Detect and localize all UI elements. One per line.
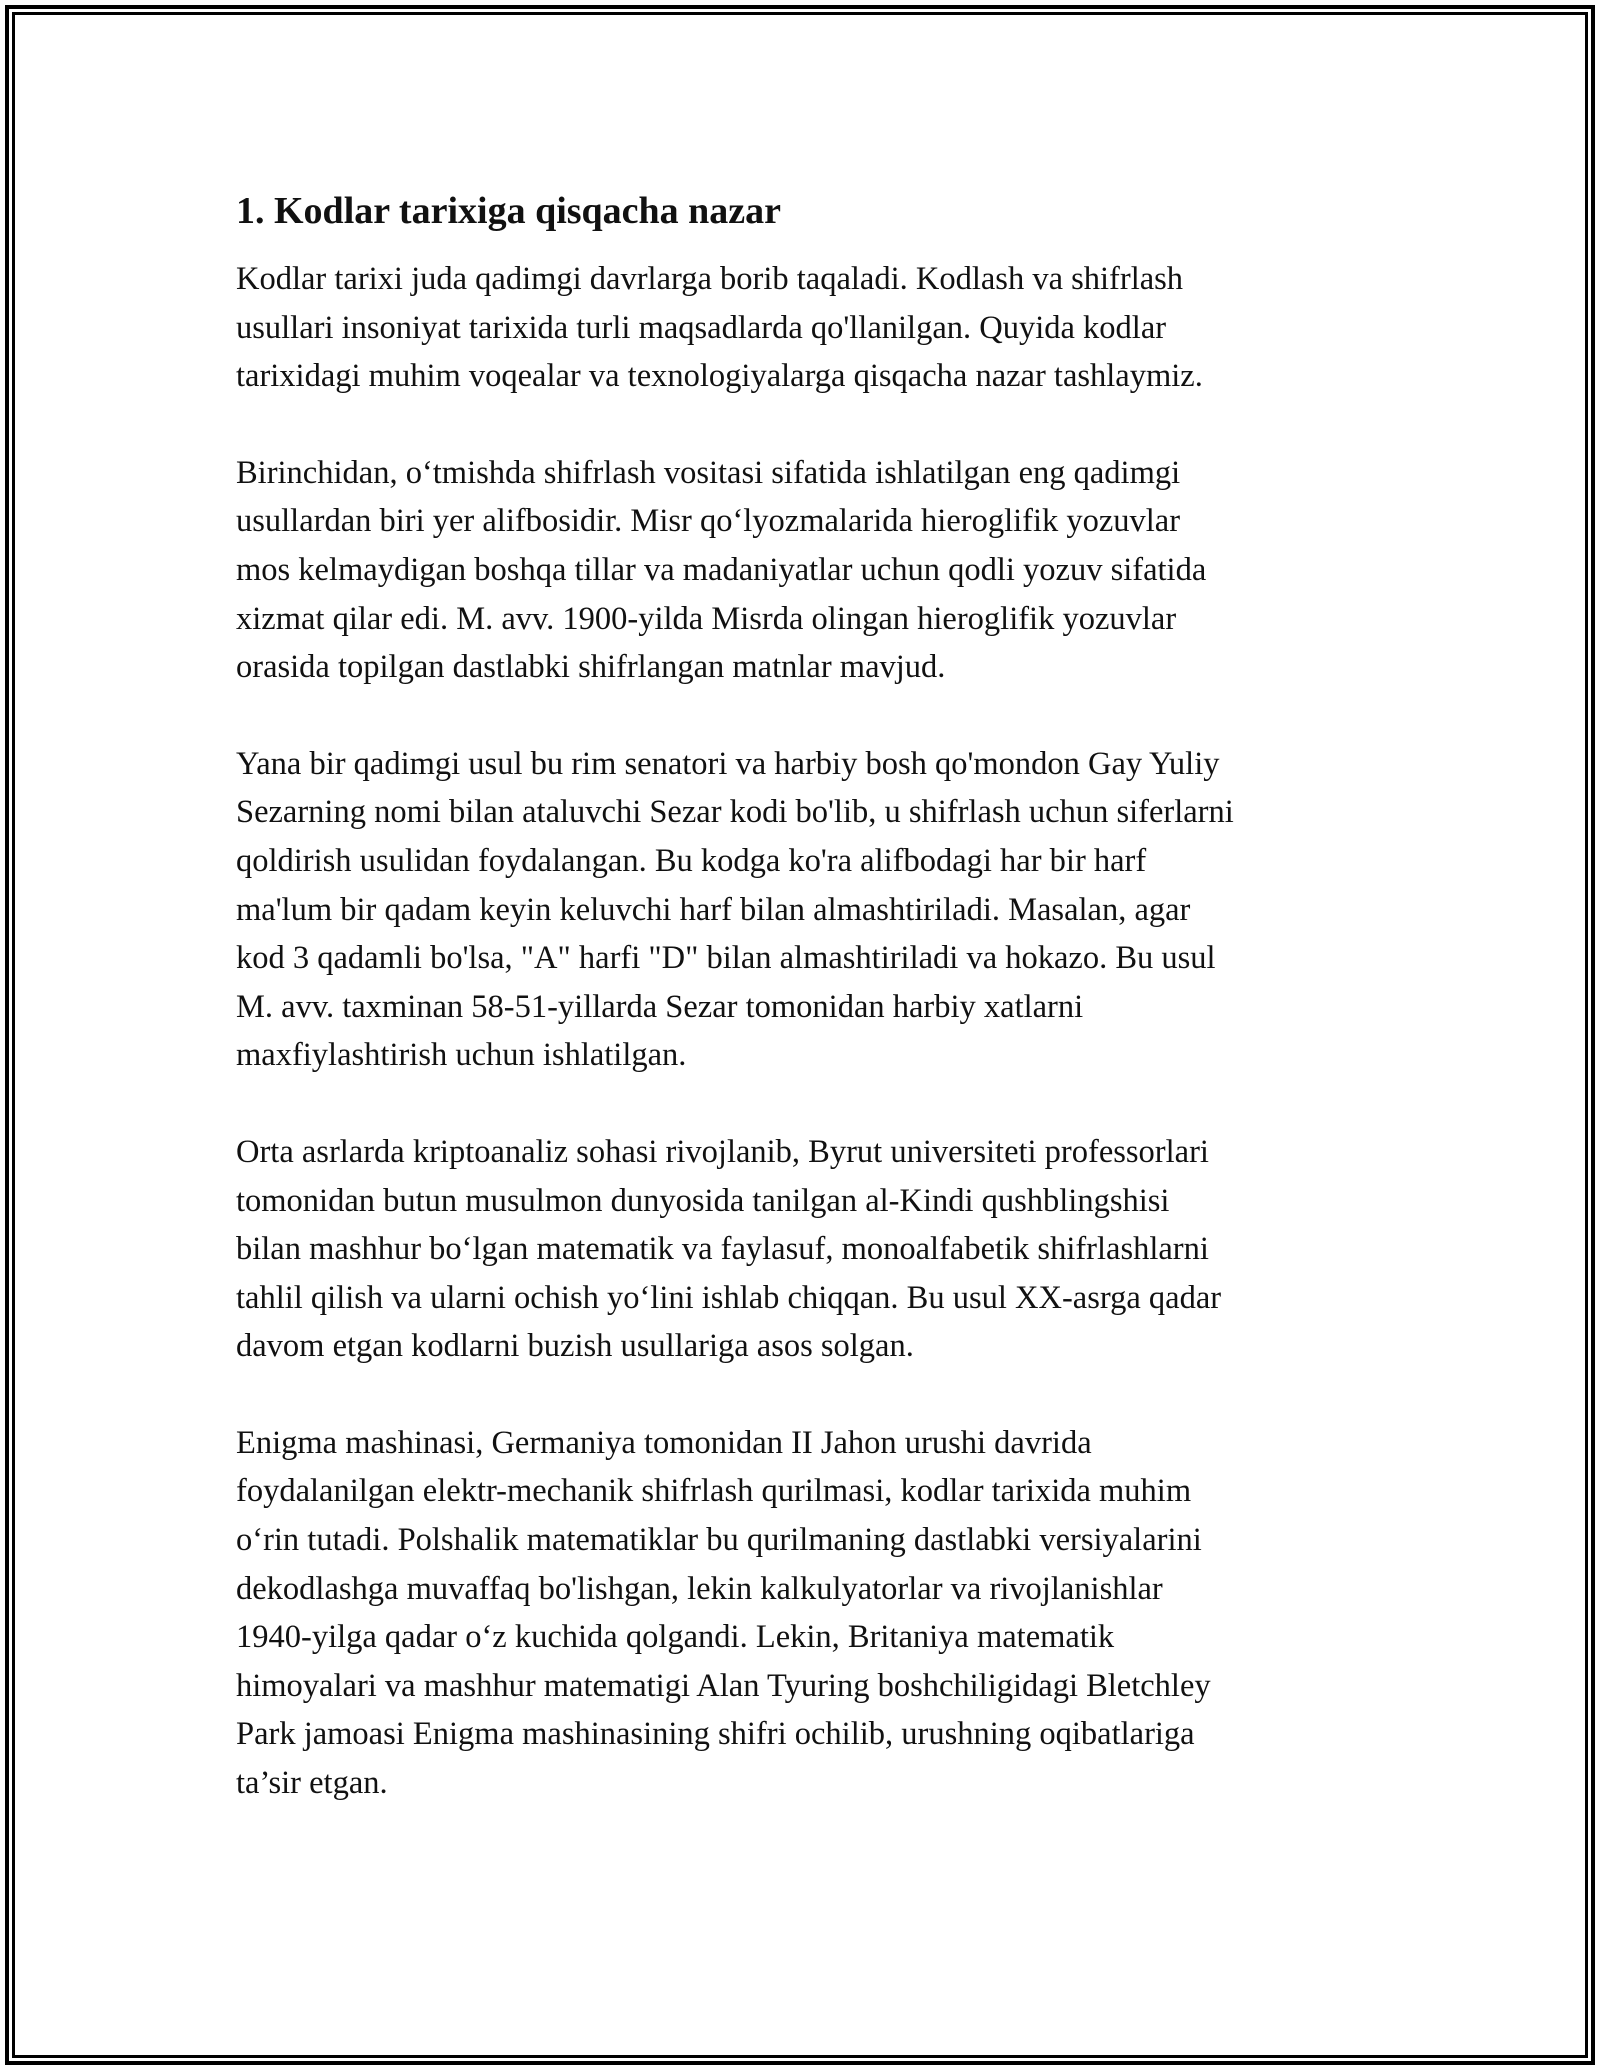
text-line: tomonidan butun musulmon dunyosida tanilgan al-Kindi qushblingshisi	[236, 1182, 1170, 1219]
text-line: Park jamoasi Enigma mashinasining shifri ochilib, urushning oqibatlariga	[236, 1716, 1195, 1753]
text-line: Orta asrlarda kriptoanaliz sohasi rivojlanib, Byrut universiteti professorlari	[236, 1133, 1209, 1170]
text-line: tarixidagi muhim voqealar va texnologiyalarga qisqacha nazar tashlaymiz.	[236, 358, 1203, 395]
text-line: foydalanilgan elektr-mechanik shifrlash qurilmasi, kodlar tarixida muhim	[236, 1473, 1192, 1510]
paragraph	[236, 1419, 1376, 1808]
paragraph-list	[236, 255, 1376, 1808]
text-line: orasida topilgan dastlabki shifrlangan matnlar mavjud.	[236, 649, 946, 686]
text-line: davom etgan kodlarni buzish usullariga asos solgan.	[236, 1328, 914, 1365]
text-line: xizmat qilar edi. M. avv. 1900-yilda Misrda olingan hieroglifik yozuvlar	[236, 600, 1177, 637]
text-line: himoyalari va mashhur matematigi Alan Tyuring boshchiligidagi Bletchley	[236, 1667, 1211, 1704]
text-line: qoldirish usulidan foydalangan. Bu kodga ko'ra alifbodagi har bir harf	[236, 842, 1147, 879]
text-line: ma'lum bir qadam keyin keluvchi harf bilan almashtiriladi. Masalan, agar	[236, 891, 1191, 928]
text-line: dekodlashga muvaffaq bo'lishgan, lekin kalkulyatorlar va rivojlanishlar	[236, 1570, 1163, 1607]
text-line: bilan mashhur bo‘lgan matematik va faylasuf, monoalfabetik shifrlashlarni	[236, 1231, 1209, 1268]
text-line: Sezarning nomi bilan ataluvchi Sezar kodi bo'lib, u shifrlash uchun siferlarni	[236, 794, 1234, 831]
text-line: ta’sir etgan.	[236, 1765, 388, 1802]
text-line: tahlil qilish va ularni ochish yo‘lini ishlab chiqqan. Bu usul XX-asrga qadar	[236, 1279, 1222, 1316]
text-line: Enigma mashinasi, Germaniya tomonidan II Jahon urushi davrida	[236, 1424, 1092, 1461]
text-line: usullardan biri yer alifbosidir. Misr qo‘lyozmalarida hieroglifik yozuvlar	[236, 503, 1181, 540]
paragraph	[236, 449, 1376, 692]
text-line: mos kelmaydigan boshqa tillar va madaniyatlar uchun qodli yozuv sifatida	[236, 551, 1207, 588]
paragraph	[236, 255, 1376, 401]
text-line: Kodlar tarixi juda qadimgi davrlarga borib taqaladi. Kodlash va shifrlash	[236, 261, 1184, 297]
text-line: Yana bir qadimgi usul bu rim senatori va harbiy bosh qo'mondon Gay Yuliy	[236, 745, 1220, 782]
text-line: o‘rin tutadi. Polshalik matematiklar bu qurilmaning dastlabki versiyalarini	[236, 1522, 1202, 1559]
paragraph	[236, 1128, 1376, 1371]
text-line: kod 3 qadamli bo'lsa, "A" harfi "D" bilan almashtiriladi va hokazo. Bu usul	[236, 940, 1216, 977]
text-line: Birinchidan, o‘tmishda shifrlash vositasi sifatida ishlatilgan eng qadimgi	[236, 454, 1181, 491]
section-title: 1. Kodlar tarixiga qisqacha nazar	[236, 190, 782, 232]
paragraph	[236, 740, 1376, 1080]
text-line: 1940-yilga qadar o‘z kuchida qolgandi. Lekin, Britaniya matematik	[236, 1619, 1115, 1656]
text-line: maxfiylashtirish uchun ishlatilgan.	[236, 1037, 687, 1074]
document-body	[236, 185, 1376, 1856]
text-line: usullari insoniyat tarixida turli maqsadlarda qo'llanilgan. Quyida kodlar	[236, 309, 1167, 346]
text-line: M. avv. taxminan 58-51-yillarda Sezar tomonidan harbiy xatlarni	[236, 988, 1084, 1025]
